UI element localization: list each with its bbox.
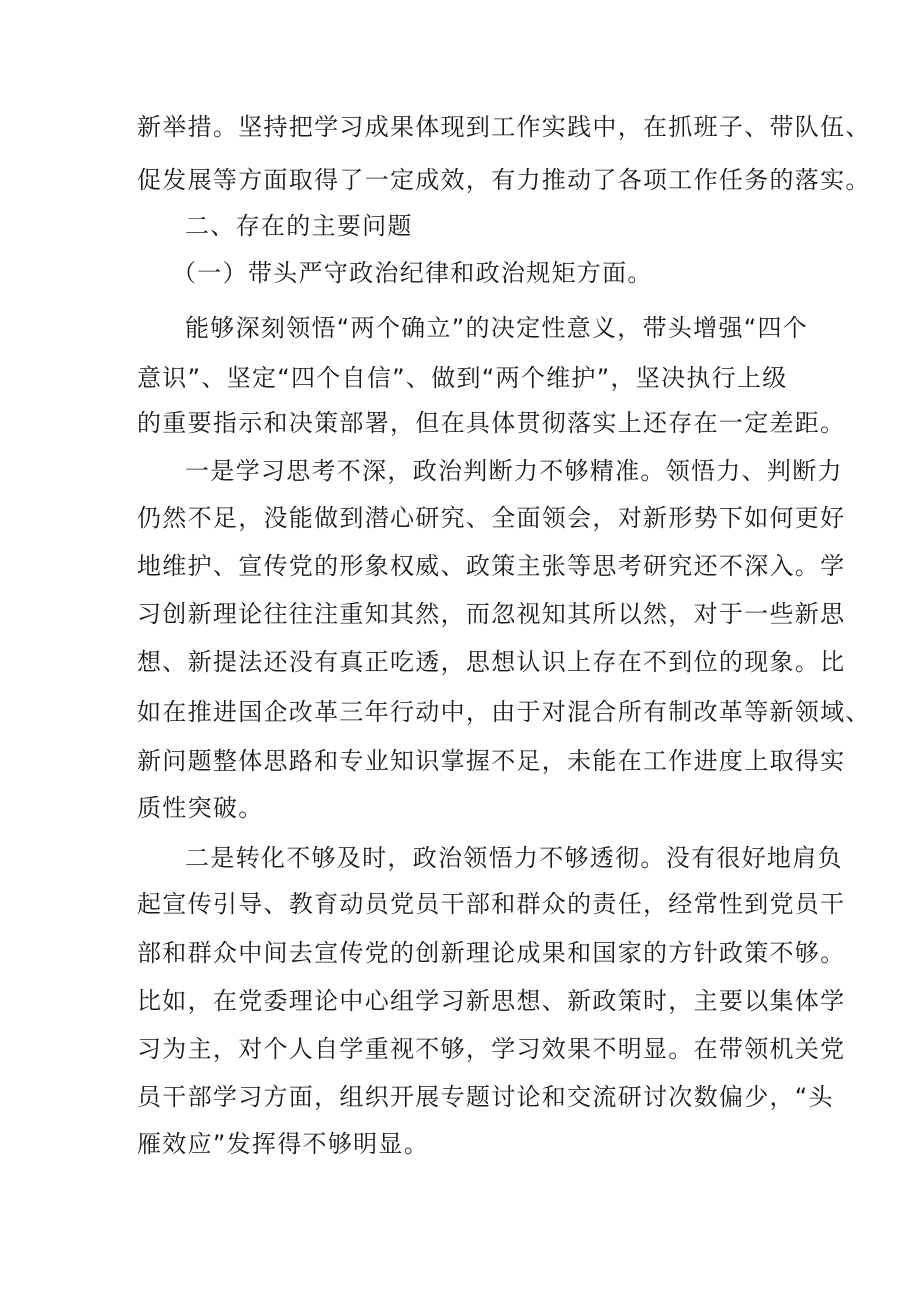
paragraph-line: 比如，在党委理论中心组学习新思想、新政策时，主要以集体学 — [137, 987, 846, 1015]
paragraph-line: 促发展等方面取得了一定成效，有力推动了各项工作任务的落实。 — [137, 166, 871, 194]
paragraph-line: 新举措。坚持把学习成果体现到工作实践中，在抓班子、带队伍、 — [137, 113, 871, 141]
paragraph-line: 雁效应”发挥得不够明显。 — [137, 1130, 430, 1158]
paragraph-line: 地维护、宣传党的形象权威、政策主张等思考研究还不深入。学 — [137, 552, 846, 580]
paragraph-line: 习创新理论往往注重知其然，而忽视知其所以然，对于一些新思 — [137, 600, 846, 628]
subsection-heading: （一）带头严守政治纪律和政治规矩方面。 — [172, 259, 653, 287]
paragraph-line: 二是转化不够及时，政治领悟力不够透彻。没有很好地肩负 — [185, 844, 843, 872]
paragraph-line: 员干部学习方面，组织开展专题讨论和交流研讨次数偏少，“头 — [137, 1083, 834, 1111]
paragraph-line: 的重要指示和决策部署，但在具体贯彻落实上还存在一定差距。 — [137, 409, 846, 437]
paragraph-line: 习为主，对个人自学重视不够，学习效果不明显。在带领机关党 — [137, 1035, 846, 1063]
paragraph-line: 能够深刻领悟“两个确立”的决定性意义，带头增强“四个 — [185, 314, 809, 342]
section-heading: 二、存在的主要问题 — [185, 212, 413, 240]
paragraph-line: 质性突破。 — [137, 794, 264, 822]
paragraph-line: 起宣传引导、教育动员党员干部和群众的责任，经常性到党员干 — [137, 890, 846, 918]
paragraph-line: 仍然不足，没能做到潜心研究、全面领会，对新形势下如何更好 — [137, 504, 846, 532]
paragraph-line: 想、新提法还没有真正吃透，思想认识上存在不到位的现象。比 — [137, 648, 846, 676]
paragraph-line: 如在推进国企改革三年行动中，由于对混合所有制改革等新领域、 — [137, 698, 871, 726]
paragraph-line: 部和群众中间去宣传党的创新理论成果和国家的方针政策不够。 — [137, 939, 846, 967]
paragraph-line: 新问题整体思路和专业知识掌握不足，未能在工作进度上取得实 — [137, 747, 846, 775]
paragraph-line: 意识”、坚定“四个自信”、做到“两个维护”，坚决执行上级 — [137, 364, 788, 392]
paragraph-line: 一是学习思考不深，政治判断力不够精准。领悟力、判断力 — [185, 457, 843, 485]
